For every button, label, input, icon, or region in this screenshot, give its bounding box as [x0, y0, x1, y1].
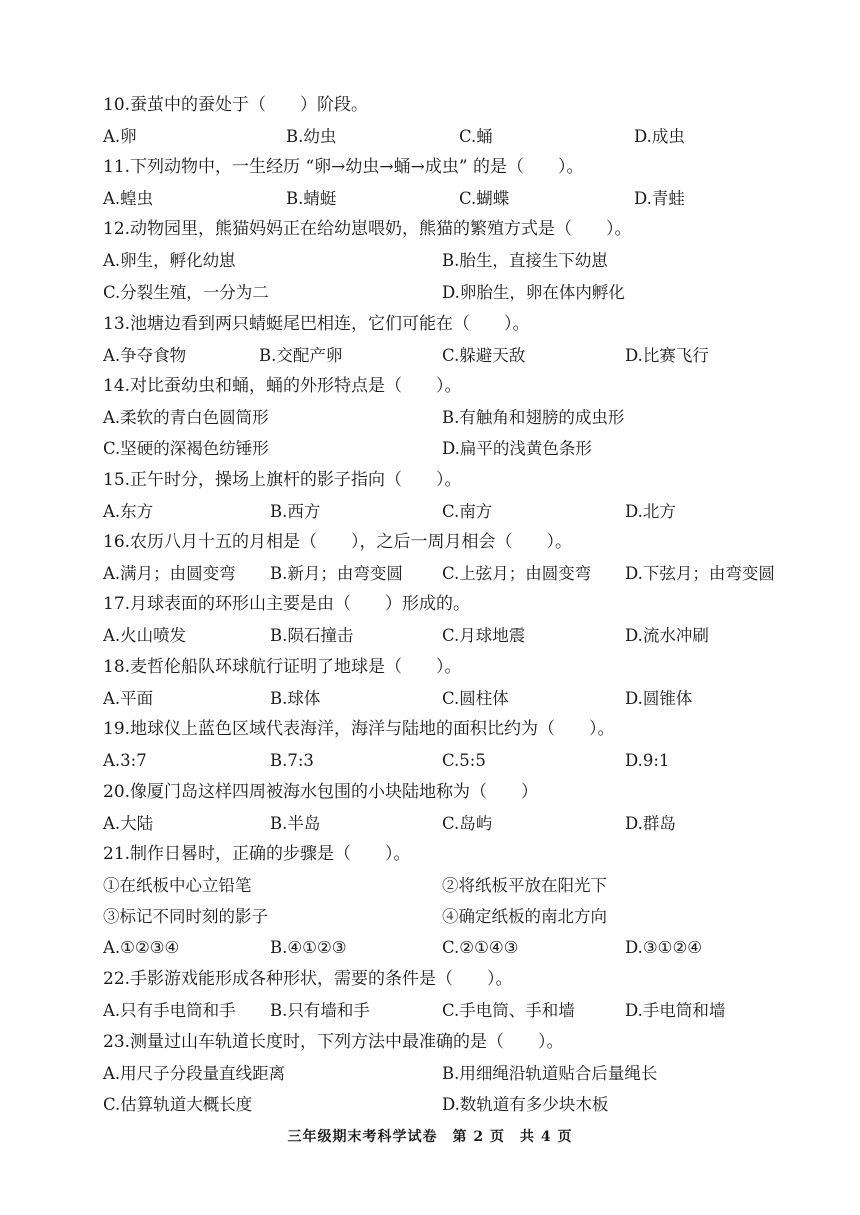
- question-stem: 23.测量过山车轨道长度时，下列方法中最准确的是（ ）。: [103, 1032, 564, 1052]
- option-b: B.蜻蜓: [286, 189, 337, 208]
- option-d: D.成虫: [634, 127, 685, 146]
- question-12: [0, 217, 860, 248]
- option-c: C.分裂生殖，一分为二: [103, 283, 269, 302]
- option-d: D.流水冲刷: [625, 626, 709, 645]
- option-d: D.北方: [625, 502, 676, 521]
- question-17: [0, 592, 860, 623]
- question-22-options: [0, 999, 860, 1027]
- option-c: C.②①④③: [442, 938, 519, 957]
- question-14: [0, 374, 860, 405]
- option-b: B.用细绳沿轨道贴合后量绳长: [442, 1064, 658, 1083]
- option-a: A.大陆: [103, 814, 154, 833]
- option-d: D.青蛙: [634, 189, 685, 208]
- question-21-steps-row1: [0, 874, 860, 902]
- question-10-options: [0, 125, 860, 153]
- question-15: [0, 468, 860, 499]
- step-2: ②将纸板平放在阳光下: [442, 876, 607, 895]
- option-b: B.球体: [270, 689, 321, 708]
- question-stem: 19.地球仪上蓝色区域代表海洋，海洋与陆地的面积比约为（ ）。: [103, 719, 615, 739]
- option-c: C.圆柱体: [442, 689, 509, 708]
- question-14-options-row2: [0, 437, 860, 465]
- question-23: [0, 1030, 860, 1061]
- question-16: [0, 530, 860, 561]
- question-20: [0, 780, 860, 811]
- question-22: [0, 967, 860, 998]
- option-c: C.上弦月；由圆变弯: [442, 564, 592, 583]
- option-a: A.卵: [103, 127, 137, 146]
- option-b: B.幼虫: [286, 127, 337, 146]
- question-17-options: [0, 624, 860, 652]
- option-b: B.只有墙和手: [270, 1001, 370, 1020]
- option-a: A.卵生，孵化幼崽: [103, 251, 236, 270]
- option-c: C.躲避天敌: [442, 346, 526, 365]
- option-b: B.④①②③: [270, 938, 347, 957]
- question-19: [0, 717, 860, 748]
- question-19-options: [0, 749, 860, 777]
- question-10: [0, 93, 860, 124]
- option-b: B.新月；由弯变圆: [270, 564, 403, 583]
- option-a: A.火山喷发: [103, 626, 187, 645]
- option-a: A.争夺食物: [103, 346, 187, 365]
- question-21-options: [0, 936, 860, 964]
- option-b: B.半岛: [270, 814, 321, 833]
- option-a: A.①②③④: [103, 938, 180, 957]
- option-b: B.西方: [270, 502, 321, 521]
- question-11-options: [0, 187, 860, 215]
- option-c: C.坚硬的深褐色纺锤形: [103, 439, 269, 458]
- question-stem: 12.动物园里，熊猫妈妈正在给幼崽喂奶，熊猫的繁殖方式是（ ）。: [103, 219, 632, 239]
- question-13: [0, 312, 860, 343]
- option-b: B.交配产卵: [259, 346, 343, 365]
- question-11: [0, 155, 860, 186]
- option-a: A.柔软的青白色圆筒形: [103, 408, 269, 427]
- question-stem: 13.池塘边看到两只蜻蜓尾巴相连，它们可能在（ ）。: [103, 314, 530, 334]
- question-13-options: [0, 344, 860, 372]
- option-d: D.9:1: [625, 751, 670, 770]
- question-12-options-row2: [0, 281, 860, 309]
- question-stem: 16.农历八月十五的月相是（ ），之后一周月相会（ ）。: [103, 532, 573, 552]
- question-16-options: [0, 562, 860, 590]
- question-stem: 11.下列动物中，一生经历 “卵→幼虫→蛹→成虫” 的是（ ）。: [103, 157, 584, 177]
- option-c: C.蛹: [459, 127, 493, 146]
- option-d: D.卵胎生，卵在体内孵化: [442, 283, 625, 302]
- step-3: ③标记不同时刻的影子: [103, 907, 268, 926]
- option-c: C.月球地震: [442, 626, 526, 645]
- option-a: A.只有手电筒和手: [103, 1001, 236, 1020]
- option-b: B.陨石撞击: [270, 626, 354, 645]
- option-d: D.群岛: [625, 814, 676, 833]
- option-c: C.岛屿: [442, 814, 493, 833]
- option-c: C.估算轨道大概长度: [103, 1095, 253, 1114]
- option-a: A.蝗虫: [103, 189, 154, 208]
- option-d: D.③①②④: [625, 938, 703, 957]
- question-stem: 21.制作日晷时，正确的步骤是（ ）。: [103, 844, 411, 864]
- option-a: A.3:7: [103, 751, 147, 770]
- option-d: D.比赛飞行: [625, 346, 709, 365]
- question-21-steps-row2: [0, 905, 860, 933]
- option-a: A.平面: [103, 689, 154, 708]
- question-stem: 22.手影游戏能形成各种形状，需要的条件是（ ）。: [103, 969, 513, 989]
- question-12-options-row1: [0, 249, 860, 277]
- question-stem: 10.蚕茧中的蚕处于（ ）阶段。: [103, 95, 369, 115]
- option-d: D.下弦月；由弯变圆: [625, 564, 775, 583]
- question-20-options: [0, 812, 860, 840]
- question-stem: 17.月球表面的环形山主要是由（ ）形成的。: [103, 594, 471, 614]
- option-c: C.南方: [442, 502, 493, 521]
- question-stem: 14.对比蚕幼虫和蛹，蛹的外形特点是（ ）。: [103, 376, 462, 396]
- question-23-options-row2: [0, 1093, 860, 1121]
- question-21: [0, 842, 860, 873]
- option-b: B.有触角和翅膀的成虫形: [442, 408, 625, 427]
- option-b: B.胎生，直接生下幼崽: [442, 251, 608, 270]
- question-18: [0, 655, 860, 686]
- option-d: D.圆锥体: [625, 689, 693, 708]
- question-stem: 20.像厦门岛这样四周被海水包围的小块陆地称为（ ）: [103, 782, 539, 802]
- question-15-options: [0, 500, 860, 528]
- question-14-options-row1: [0, 406, 860, 434]
- question-23-options-row1: [0, 1062, 860, 1090]
- option-a: A.东方: [103, 502, 154, 521]
- option-c: C.5:5: [442, 751, 486, 770]
- option-b: B.7:3: [270, 751, 314, 770]
- option-a: A.满月；由圆变弯: [103, 564, 236, 583]
- option-c: C.蝴蝶: [459, 189, 510, 208]
- option-d: D.数轨道有多少块木板: [442, 1095, 609, 1114]
- option-a: A.用尺子分段量直线距离: [103, 1064, 286, 1083]
- question-stem: 15.正午时分，操场上旗杆的影子指向（ ）。: [103, 470, 462, 490]
- step-1: ①在纸板中心立铅笔: [103, 876, 252, 895]
- option-d: D.扁平的浅黄色条形: [442, 439, 592, 458]
- step-4: ④确定纸板的南北方向: [442, 907, 607, 926]
- question-stem: 18.麦哲伦船队环球航行证明了地球是（ ）。: [103, 657, 462, 677]
- option-c: C.手电筒、手和墙: [442, 1001, 575, 1020]
- question-18-options: [0, 687, 860, 715]
- page-footer: 三年级期末考科学试卷 第 2 页 共 4 页: [287, 1129, 573, 1145]
- option-d: D.手电筒和墙: [625, 1001, 726, 1020]
